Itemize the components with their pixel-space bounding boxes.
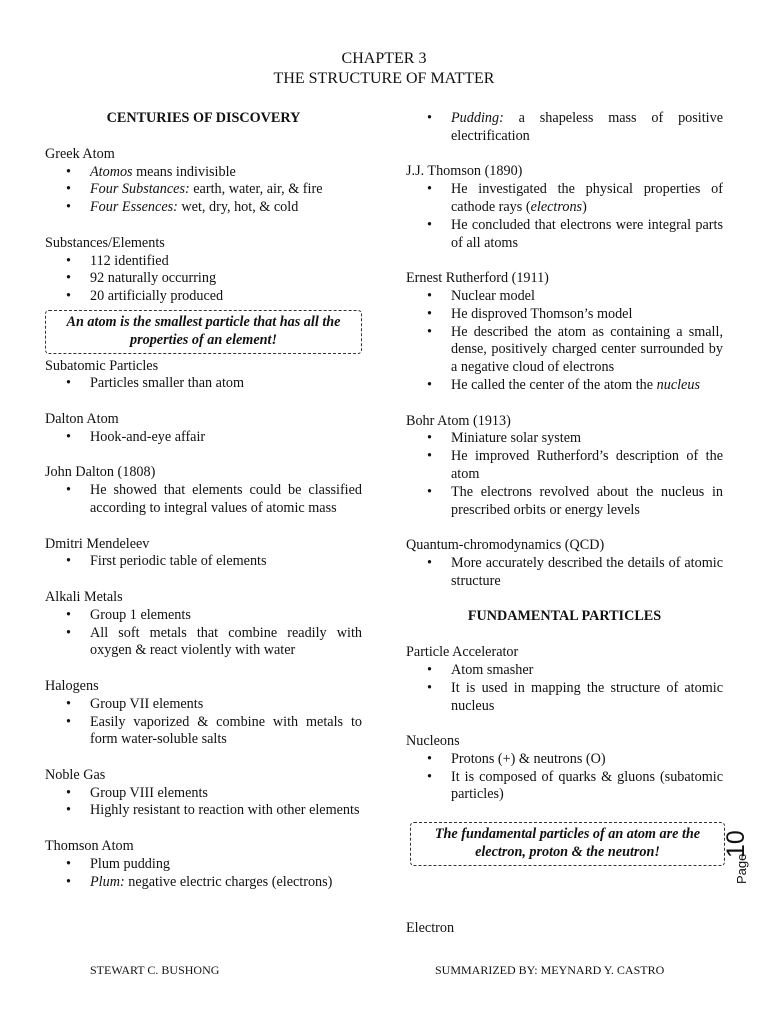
- list-item: • 20 artificially produced: [45, 288, 362, 306]
- accelerator-heading: Particle Accelerator: [406, 644, 519, 661]
- list-item: • Protons (+) & neutrons (O): [406, 751, 723, 769]
- section-title-fundamental: FUNDAMENTAL PARTICLES: [467, 608, 662, 625]
- list-item: • The electrons revolved about the nucleus in prescribed orbits or energy levels: [406, 484, 723, 520]
- rutherford-group: [406, 270, 723, 395]
- halogens-group: [45, 678, 362, 749]
- halogens-heading: Halogens: [45, 677, 99, 694]
- list-item: • Atomos means indivisible: [45, 164, 362, 182]
- subatomic-group: [45, 358, 362, 394]
- chapter-title: THE STRUCTURE OF MATTER: [273, 70, 495, 87]
- rutherford-heading: Ernest Rutherford (1911): [406, 270, 549, 287]
- list-item: • Group VIII elements: [45, 785, 362, 803]
- list-item: • Hook-and-eye affair: [45, 429, 362, 447]
- fundamental-particles-callout: The fundamental particles of an atom are the electron, proton & the neutron!: [410, 822, 725, 866]
- subatomic-heading: Subatomic Particles: [45, 357, 159, 374]
- list-item: • Group VII elements: [45, 696, 362, 714]
- thomson-atom-heading: Thomson Atom: [45, 838, 134, 855]
- mendeleev-group: [45, 536, 362, 572]
- list-item: • He called the center of the atom the nucleus: [406, 377, 723, 395]
- footer-summarizer: SUMMARIZED BY: MEYNARD Y. CASTRO: [435, 963, 665, 977]
- list-item: • Easily vaporized & combine with metals to form water-soluble salts: [45, 714, 362, 750]
- page-number-label: [722, 820, 768, 890]
- substances-heading: Substances/Elements: [45, 234, 165, 251]
- list-item: • Miniature solar system: [406, 430, 723, 448]
- list-item: • Pudding: a shapeless mass of positive electrification: [406, 110, 723, 146]
- john-dalton-heading: John Dalton (1808): [45, 464, 156, 481]
- mendeleev-heading: Dmitri Mendeleev: [45, 535, 150, 552]
- page-word: Page: [734, 853, 749, 884]
- bohr-group: [406, 413, 723, 520]
- list-item: • He concluded that electrons were integral parts of all atoms: [406, 217, 723, 253]
- noble-gas-heading: Noble Gas: [45, 766, 106, 783]
- list-item: • Four Essences: wet, dry, hot, & cold: [45, 199, 362, 217]
- dalton-atom-group: [45, 411, 362, 447]
- page-number: 10: [722, 830, 750, 858]
- right-column: [406, 110, 723, 937]
- list-item: • Four Substances: earth, water, air, & fire: [45, 181, 362, 199]
- list-item: • Plum: negative electric charges (electrons): [45, 874, 362, 892]
- pudding-group: [406, 110, 723, 146]
- footer-author: STEWART C. BUSHONG: [90, 963, 220, 977]
- list-item: • 92 naturally occurring: [45, 270, 362, 288]
- list-item: • Highly resistant to reaction with other elements: [45, 802, 362, 820]
- qcd-heading: Quantum-chromodynamics (QCD): [406, 537, 605, 554]
- jj-thomson-group: [406, 163, 723, 252]
- chapter-number: CHAPTER 3: [341, 50, 427, 67]
- jj-thomson-heading: J.J. Thomson (1890): [406, 163, 523, 180]
- list-item: • He described the atom as containing a small, dense, positively charged center surrounded by a negative cloud of electrons: [406, 324, 723, 377]
- alkali-heading: Alkali Metals: [45, 588, 123, 605]
- list-item: • Group 1 elements: [45, 607, 362, 625]
- electron-heading: Electron: [406, 919, 455, 936]
- list-item: • First periodic table of elements: [45, 553, 362, 571]
- list-item: • All soft metals that combine readily with oxygen & react violently with water: [45, 625, 362, 661]
- list-item: • 112 identified: [45, 253, 362, 271]
- thomson-atom-group: [45, 838, 362, 891]
- noble-gas-group: [45, 767, 362, 820]
- list-item: • It is used in mapping the structure of atomic nucleus: [406, 680, 723, 716]
- alkali-group: [45, 589, 362, 660]
- list-item: • Particles smaller than atom: [45, 375, 362, 393]
- nucleons-group: [406, 733, 723, 804]
- nucleons-heading: Nucleons: [406, 733, 460, 750]
- list-item: • He investigated the physical properties of cathode rays (electrons): [406, 181, 723, 217]
- list-item: • More accurately described the details of atomic structure: [406, 555, 723, 591]
- list-item: • He disproved Thomson’s model: [406, 306, 723, 324]
- accelerator-group: [406, 644, 723, 715]
- bohr-heading: Bohr Atom (1913): [406, 412, 511, 429]
- list-item: • It is composed of quarks & gluons (subatomic particles): [406, 769, 723, 805]
- john-dalton-group: [45, 464, 362, 517]
- dalton-atom-heading: Dalton Atom: [45, 410, 119, 427]
- substances-group: [45, 235, 362, 306]
- list-item: • Atom smasher: [406, 662, 723, 680]
- section-title-centuries: CENTURIES OF DISCOVERY: [106, 110, 301, 126]
- qcd-group: [406, 537, 723, 590]
- greek-atom-group: [45, 146, 362, 217]
- left-column: [45, 110, 362, 909]
- list-item: • Plum pudding: [45, 856, 362, 874]
- list-item: • Nuclear model: [406, 288, 723, 306]
- list-item: • He improved Rutherford’s description of the atom: [406, 448, 723, 484]
- greek-atom-heading: Greek Atom: [45, 145, 115, 162]
- atom-definition-callout: An atom is the smallest particle that has all the properties of an element!: [45, 310, 362, 354]
- list-item: • He showed that elements could be classified according to integral values of atomic mass: [45, 482, 362, 518]
